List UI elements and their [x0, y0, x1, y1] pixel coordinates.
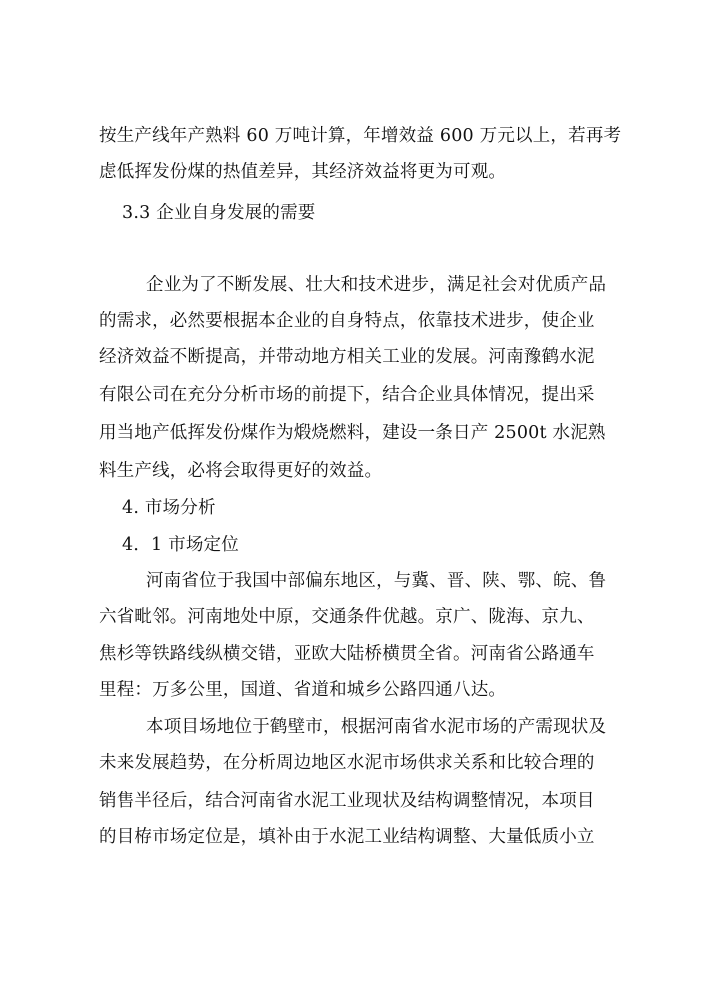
- paragraph-line: 按生产线年产熟料 60 万吨计算，年增效益 600 万元以上，若再考: [99, 126, 622, 146]
- paragraph-line: 的目栫市场定位是，填补由于水泥工业结构调整、大量低质小立: [99, 827, 595, 847]
- paragraph-line: 六省毗邻。河南地处中原，交通条件优越。京广、陇海、京九、: [99, 607, 595, 627]
- paragraph-line: 本项目场地位于鹤壁市，根据河南省水泥市场的产需现状及: [146, 717, 607, 737]
- paragraph-line: 用当地产低挥发份煤作为煅烧燃料，建设一条日产 2500t 水泥熟: [99, 423, 606, 443]
- paragraph-line: 企业为了不断发展、壮大和技术进步，满足社会对优质产品: [146, 275, 607, 295]
- section-heading: 4. 市场分析: [122, 498, 216, 518]
- paragraph-line: 焦杉等铁路线纵横交错，亚欧大陆桥横贯全省。河南省公路通车: [99, 644, 595, 664]
- paragraph-line: 销售半径后，结合河南省水泥工业现状及结构调整情况，本项目: [99, 791, 595, 811]
- paragraph-line: 虑低挥发份煤的热值差异，其经济效益将更为可观。: [99, 162, 507, 182]
- paragraph-line: 有限公司在充分分析市场的前提下，结合企业具体情况，提出采: [99, 385, 595, 405]
- paragraph-line: 经济效益不断提高，并带动地方相关工业的发展。河南豫鹤水泥: [99, 347, 595, 367]
- subsection-heading: 4．1 市场定位: [122, 535, 239, 555]
- paragraph-line: 河南省位于我国中部偏东地区，与冀、晋、陕、鄂、皖、鲁: [146, 571, 607, 591]
- paragraph-line: 料生产线，必将会取得更好的效益。: [99, 461, 383, 481]
- paragraph-line: 里程：万多公里，国道、省道和城乡公路四通八达。: [99, 680, 507, 700]
- paragraph-line: 的需求，必然要根据本企业的自身特点，依靠技术进步，使企业: [99, 311, 595, 331]
- paragraph-line: 未来发展趋势，在分析周边地区水泥市场供求关系和比较合理的: [99, 753, 595, 773]
- section-heading: 3.3 企业自身发展的需要: [122, 203, 316, 223]
